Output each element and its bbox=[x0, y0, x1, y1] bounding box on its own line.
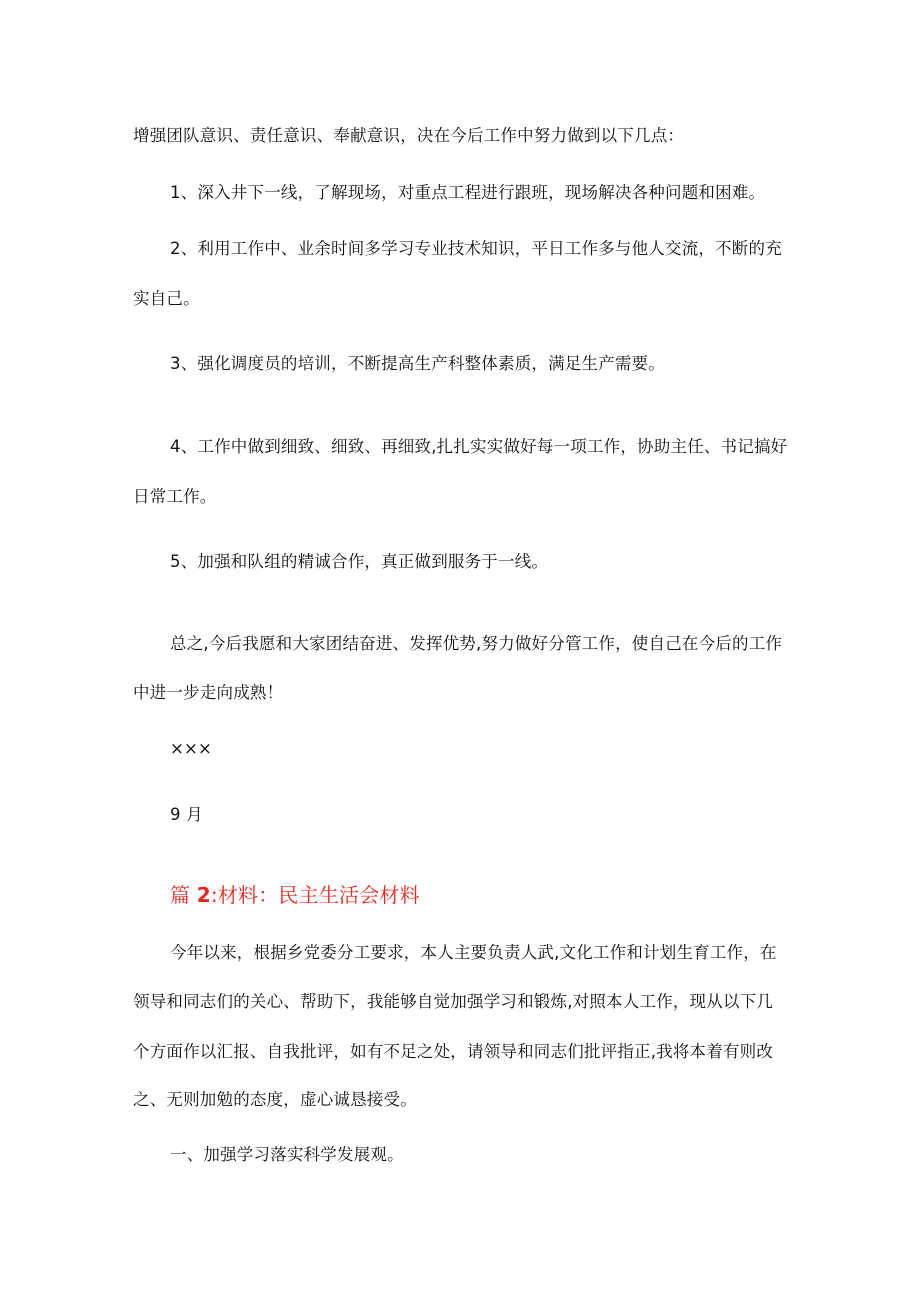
section-2-body-line-3: 个方面作以汇报、自我批评，如有不足之处，请领导和同志们批评指正,我将本着有则改 bbox=[133, 1042, 774, 1061]
date: 9 月 bbox=[170, 805, 203, 824]
paragraph-point-4-line-2: 日常工作。 bbox=[133, 487, 217, 506]
section-2-body-line-4: 之、无则加勉的态度，虚心诚恳接受。 bbox=[133, 1090, 417, 1109]
section-2-heading-rest: :材料：民主生活会材料 bbox=[210, 883, 420, 907]
paragraph-point-5: 5、加强和队组的精诚合作，真正做到服务于一线。 bbox=[170, 552, 549, 571]
paragraph-point-2-line-2: 实自己。 bbox=[133, 289, 200, 308]
section-2-subheading-1: 一、加强学习落实科学发展观。 bbox=[170, 1145, 404, 1164]
paragraph-point-1: 1、深入井下一线，了解现场，对重点工程进行跟班，现场解决各种问题和困难。 bbox=[170, 183, 766, 202]
section-2-body-line-2: 领导和同志们的关心、帮助下，我能够自觉加强学习和锻炼,对照本人工作，现从以下几 bbox=[133, 992, 774, 1011]
section-2-heading-number: 2 bbox=[196, 883, 211, 907]
paragraph-point-2-line-1: 2、利用工作中、业余时间多学习专业技术知识，平日工作多与他人交流，不断的充 bbox=[170, 239, 782, 258]
paragraph-summary-line-2: 中进一步走向成熟！ bbox=[133, 683, 284, 702]
paragraph-summary-line-1: 总之,今后我愿和大家团结奋进、发挥优势,努力做好分管工作，使自己在今后的工作 bbox=[170, 634, 783, 653]
paragraph-intro-tail: 增强团队意识、责任意识、奉献意识，决在今后工作中努力做到以下几点： bbox=[133, 126, 685, 145]
paragraph-point-3: 3、强化调度员的培训，不断提高生产科整体素质，满足生产需要。 bbox=[170, 354, 665, 373]
section-2-body-line-1: 今年以来，根据乡党委分工要求，本人主要负责人武,文化工作和计划生育工作，在 bbox=[170, 943, 777, 962]
section-2-heading bbox=[170, 882, 830, 908]
paragraph-point-4-line-1: 4、工作中做到细致、细致、再细致,扎扎实实做好每一项工作，协助主任、书记搞好 bbox=[170, 437, 788, 456]
signature: ××× bbox=[170, 739, 213, 758]
section-2-heading-prefix: 篇 bbox=[170, 883, 197, 907]
